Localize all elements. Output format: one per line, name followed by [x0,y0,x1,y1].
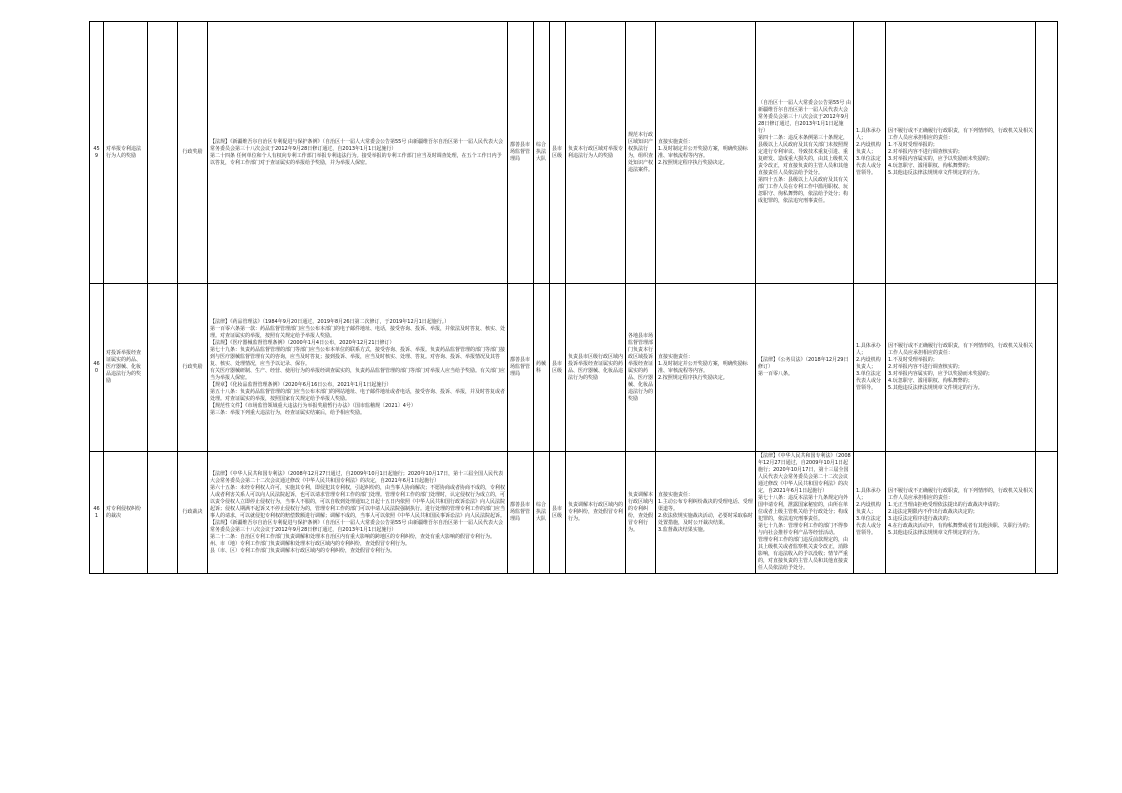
liability: 因不履行或不正确履行行政职责，有下列情形的，行政机关及相关工作人员应承担相应的责任： 1.无正当理由拒绝受理依法提出的行政裁决申请的； 2.违法定期限内不作出行政裁决决定的； 3.违反法定程序进行裁决的； 4.在行政裁决活动中，有徇私舞弊或者有其他渎职、失职行为的； 5.其他违反法律法规规章文件规定的行为。 [886,452,1036,574]
table-row [90,22,1058,284]
level: 县市区级 [550,452,566,574]
blank-cell [1036,452,1058,574]
unit: 综合执法大队 [534,22,550,284]
liability: 因不履行或不正确履行行政职责，有下列情形的，行政机关及相关工作人员应承担相应的责任： 1.不及时受理举报的； 2.对举报内容不进行调查核实的； 3.对举报内容属实的，应予以奖励而未奖励的； 4.玩忽职守、滥用职权、徇私舞弊的； 5.其他违反法律法规规章文件规定的行为。 [886,22,1036,284]
duty-table [89,21,1058,574]
duty: 负责县市区级行政区域内投诉举报经查证属实的药品、医疗器械、化妆品违法行为的奖励 [566,284,626,452]
responsible-subject: 1.具体承办人； 2.内设机构负责人； 3.单位法定代表人或分管领导。 [854,284,886,452]
responsible-subject: 1.具体承办人； 2.内设机构负责人； 3.单位法定代表人或分管领导。 [854,22,886,284]
duty: 负责本行政区域对举报专利违法行为人的奖励 [566,22,626,284]
blank-cell [148,284,178,452]
row-number: 461 [90,452,104,574]
blank-cell [1036,22,1058,284]
level: 县市区级 [550,22,566,284]
table-row [90,452,1058,574]
liability: 因不履行或不正确履行行政职责，有下列情形的，行政机关及相关工作人员应承担相应的责任： 1.不及时受理举报的； 2.对举报内容不进行调查核实的； 3.对举报内容属实的，应予以奖励而未奖励的； 4.玩忽职守、滥用职权、徇私舞弊的； 5.其他违反法律法规规章文件规定的行为。 [886,284,1036,452]
scope: 规范本行政区域知识产权执法行为，组织查处知识产权违法案件。 [626,22,656,284]
responsible-subject: 1.具体承办人； 2.内设机构负责人； 3.单位法定代表人或分管领导。 [854,452,886,574]
law-reference: 【法律】《中华人民共和国专利法》（2008年12月27日通过，自2009年10月1日起施行；2020年10月17日，第十三届全国人民代表大会常务委员会第二十二次会议通过修改《中华人民共和国专利法》的决定，自2021年6月1日起施行） 第七十八条：违反本法第十九条规定向外国申请专利，泄露国家秘密的，由所在单位或者上级主管机关给予行政处分；构成犯罪的，依法追究刑事责任。 第七十九条：管理专利工作的部门不得参与向社会推荐专利产品等经营活动。 管理专利工作的部门违反前款规定的，由其上级机关或者监察机关责令改正，消除影响，有违法收入的予以没收；情节严重的，对直接负责的主管人员和其他直接责任人员依法给予处分。 [756,452,854,574]
legal-basis: 【法规】《新疆维吾尔自治区专利促进与保护条例》（自治区十一届人大常委会公告第55号 由新疆维吾尔自治区第十一届人民代表大会常务委员会第三十八次会议于2012年9月28日修订通过，自2013年1月1日起施行） 第二十四条 任何单位和个人有权向专利工作部门举报专利违法行为。接受举报的专利工作部门应当及时调查处理，在五个工作日内予以答复，专利工作部门对于查证属实的举报给予奖励，并为举报人保密。 [208,22,508,284]
level: 县市区级 [550,284,566,452]
item-type: 行政裁决 [178,452,208,574]
row-number: 459 [90,22,104,284]
unit: 综合执法大队 [534,452,550,574]
law-reference: 【法律】《公务员法》（2018年12月29日修订） 第一百零八条。 [756,284,854,452]
row-number: 460 [90,284,104,452]
law-reference: （自治区十一届人大常委会公告第55号 由新疆维吾尔自治区第十一届人民代表大会常务委员会第三十八次会议于2012年9月28日修订通过，自2013年1月1日起施行） 第四十二条：违反本条例第三十条规定，县级以上人民政府及其有关部门未按照规定进行专利审议、导致技术重复引进、重复研发、造成重大损失的，由其上级机关责令改正，对直接负责的主管人员和其他直接责任人员依法给予处分。 第四十五条：县级以上人民政府及其有关部门工作人员在专利工作中滥用职权、玩忽职守、徇私舞弊的，依法给予处分；构成犯罪的，依法追究刑事责任。 [756,22,854,284]
department: 鄯善县市场监督管理局 [508,22,534,284]
legal-basis: 【法律】《中华人民共和国专利法》（2008年12月27日通过，自2009年10月1日起施行；2020年10月17日，第十三届全国人民代表大会常务委员会第二十二次会议通过修改《中华人民共和国专利法》的决定，自2021年6月1日起施行） 第六十五条：未经专利权人许可，实施其专利，即侵犯其专利权，引起纠纷的，由当事人协商解决；不愿协商或者协商不成的，专利权人或者利害关系人可以向人民法院起诉，也可以请求管理专利工作的部门处理。管理专利工作的部门处理时，认定侵权行为成立的，可以责令侵权人立即停止侵权行为，当事人不服的，可以自收到处理通知之日起十五日内依照《中华人民共和国行政诉讼法》向人民法院起诉；侵权人期满不起诉又不停止侵权行为的，管理专利工作的部门可以申请人民法院强制执行。进行处理的管理专利工作的部门应当事人的请求，可以就侵犯专利权的赔偿数额进行调解；调解不成的，当事人可以依照《中华人民共和国民事诉讼法》向人民法院起诉。 【法规】《新疆维吾尔自治区专利促进与保护条例》（自治区十一届人大常委会公告第55号 由新疆维吾尔自治区第十一届人民代表大会常务委员会第三十八次会议于2012年9月28日修订通过，自2013年1月1日起施行） 第二十二条：自治区专利工作部门负责调解和处理本自治区内有重大影响的跨地区的专利纠纷，查处有重大影响的假冒专利行为。 州、市（地）专利工作部门负责调解和处理本行政区域内的专利纠纷，查处假冒专利行为。 县（市、区）专利工作部门负责调解本行政区域内的专利纠纷，查处假冒专利行为。 [208,452,508,574]
item-type: 行政奖励 [178,284,208,452]
scope: 各地县市场监督管理部门负责本行政区域投诉举报经查证属实的药品、医疗器械、化妆品违法行为的奖励 [626,284,656,452]
blank-cell [1036,284,1058,452]
department: 鄯善县市场监督管理局 [508,452,534,574]
unit: 药械科 [534,284,550,452]
responsibility: 直接实施责任： 1.及时制定并公开奖励方案，明确奖励标准、审核流程等内容。 2.按照规定程序执行奖励决定。 [656,22,756,284]
item-name: 对专利侵权纠纷的裁决 [104,452,148,574]
blank-cell [148,22,178,284]
item-name: 对举报专利违法行为人的奖励 [104,22,148,284]
item-name: 对投诉举报经查证属实的药品、医疗器械、化妆品违法行为的奖励 [104,284,148,452]
responsibility: 直接实施责任： 1.及时制定并公开奖励方案，明确奖励标准、审核流程等内容。 2.按照规定程序执行奖励决定。 [656,284,756,452]
scope: 负责调解本行政区域内的专利纠纷，查处假冒专利行为。 [626,452,656,574]
responsibility: 直接实施责任： 1.主动公布专利纠纷裁决的受理电话、受理渠道等。 2.依法依规实施裁决活动，必要时采取临时处置措施，及时公开裁决结果。 3.监督裁决结果实施。 [656,452,756,574]
duty: 负责调解本行政区域内的专利纠纷，查处假冒专利行为。 [566,452,626,574]
department: 鄯善县市场监督管理局 [508,284,534,452]
item-type: 行政奖励 [178,22,208,284]
blank-cell [148,452,178,574]
legal-basis: 【法律】《药品管理法》（1984年9月20日通过，2019年8月26日第二次修订，于2019年12月1日起施行。） 第一百零六条第一款：药品监督管理部门应当公布本部门的电子邮件地址、电话，接受咨询、投诉、举报，并依法及时答复、核实、处理。对查证属实的举报，按照有关规定给予举报人奖励。 【法规】《医疗器械监督管理条例》（2000年1月4日公布，2020年12月21日修订） 第七十九条：负责药品监督管理的部门等部门应当公布本单位的联系方式，接受咨询、投诉、举报。负责药品监督管理的部门等部门接到与医疗器械监督管理有关的咨询，应当及时答复；接到投诉、举报，应当及时核实、处理、答复。对咨询、投诉、举报情况及其答复、核实、处理情况，应当予以记录、保存。 有关医疗器械研制、生产、经营、使用行为的举报经调查属实的，负责药品监督管理的部门等部门对举报人应当给予奖励。有关部门应当为举报人保密。 【规章】《化妆品监督管理条例》（2020年6月16日公布，2021年1月1日起施行） 第五十八条：负责药品监督管理的部门应当公布本部门的网站地址、电子邮件地址或者电话，接受咨询、投诉、举报，并及时答复或者处理。对查证属实的举报，按照国家有关规定给予举报人奖励。 【规范性文件】《市场监管领域重大违法行为举报奖励暂行办法》（国市监稽规〔2021〕4号） 第三条：举报下列重大违法行为，经查证属实结案后，给予相应奖励。 [208,284,508,452]
table-row [90,284,1058,452]
